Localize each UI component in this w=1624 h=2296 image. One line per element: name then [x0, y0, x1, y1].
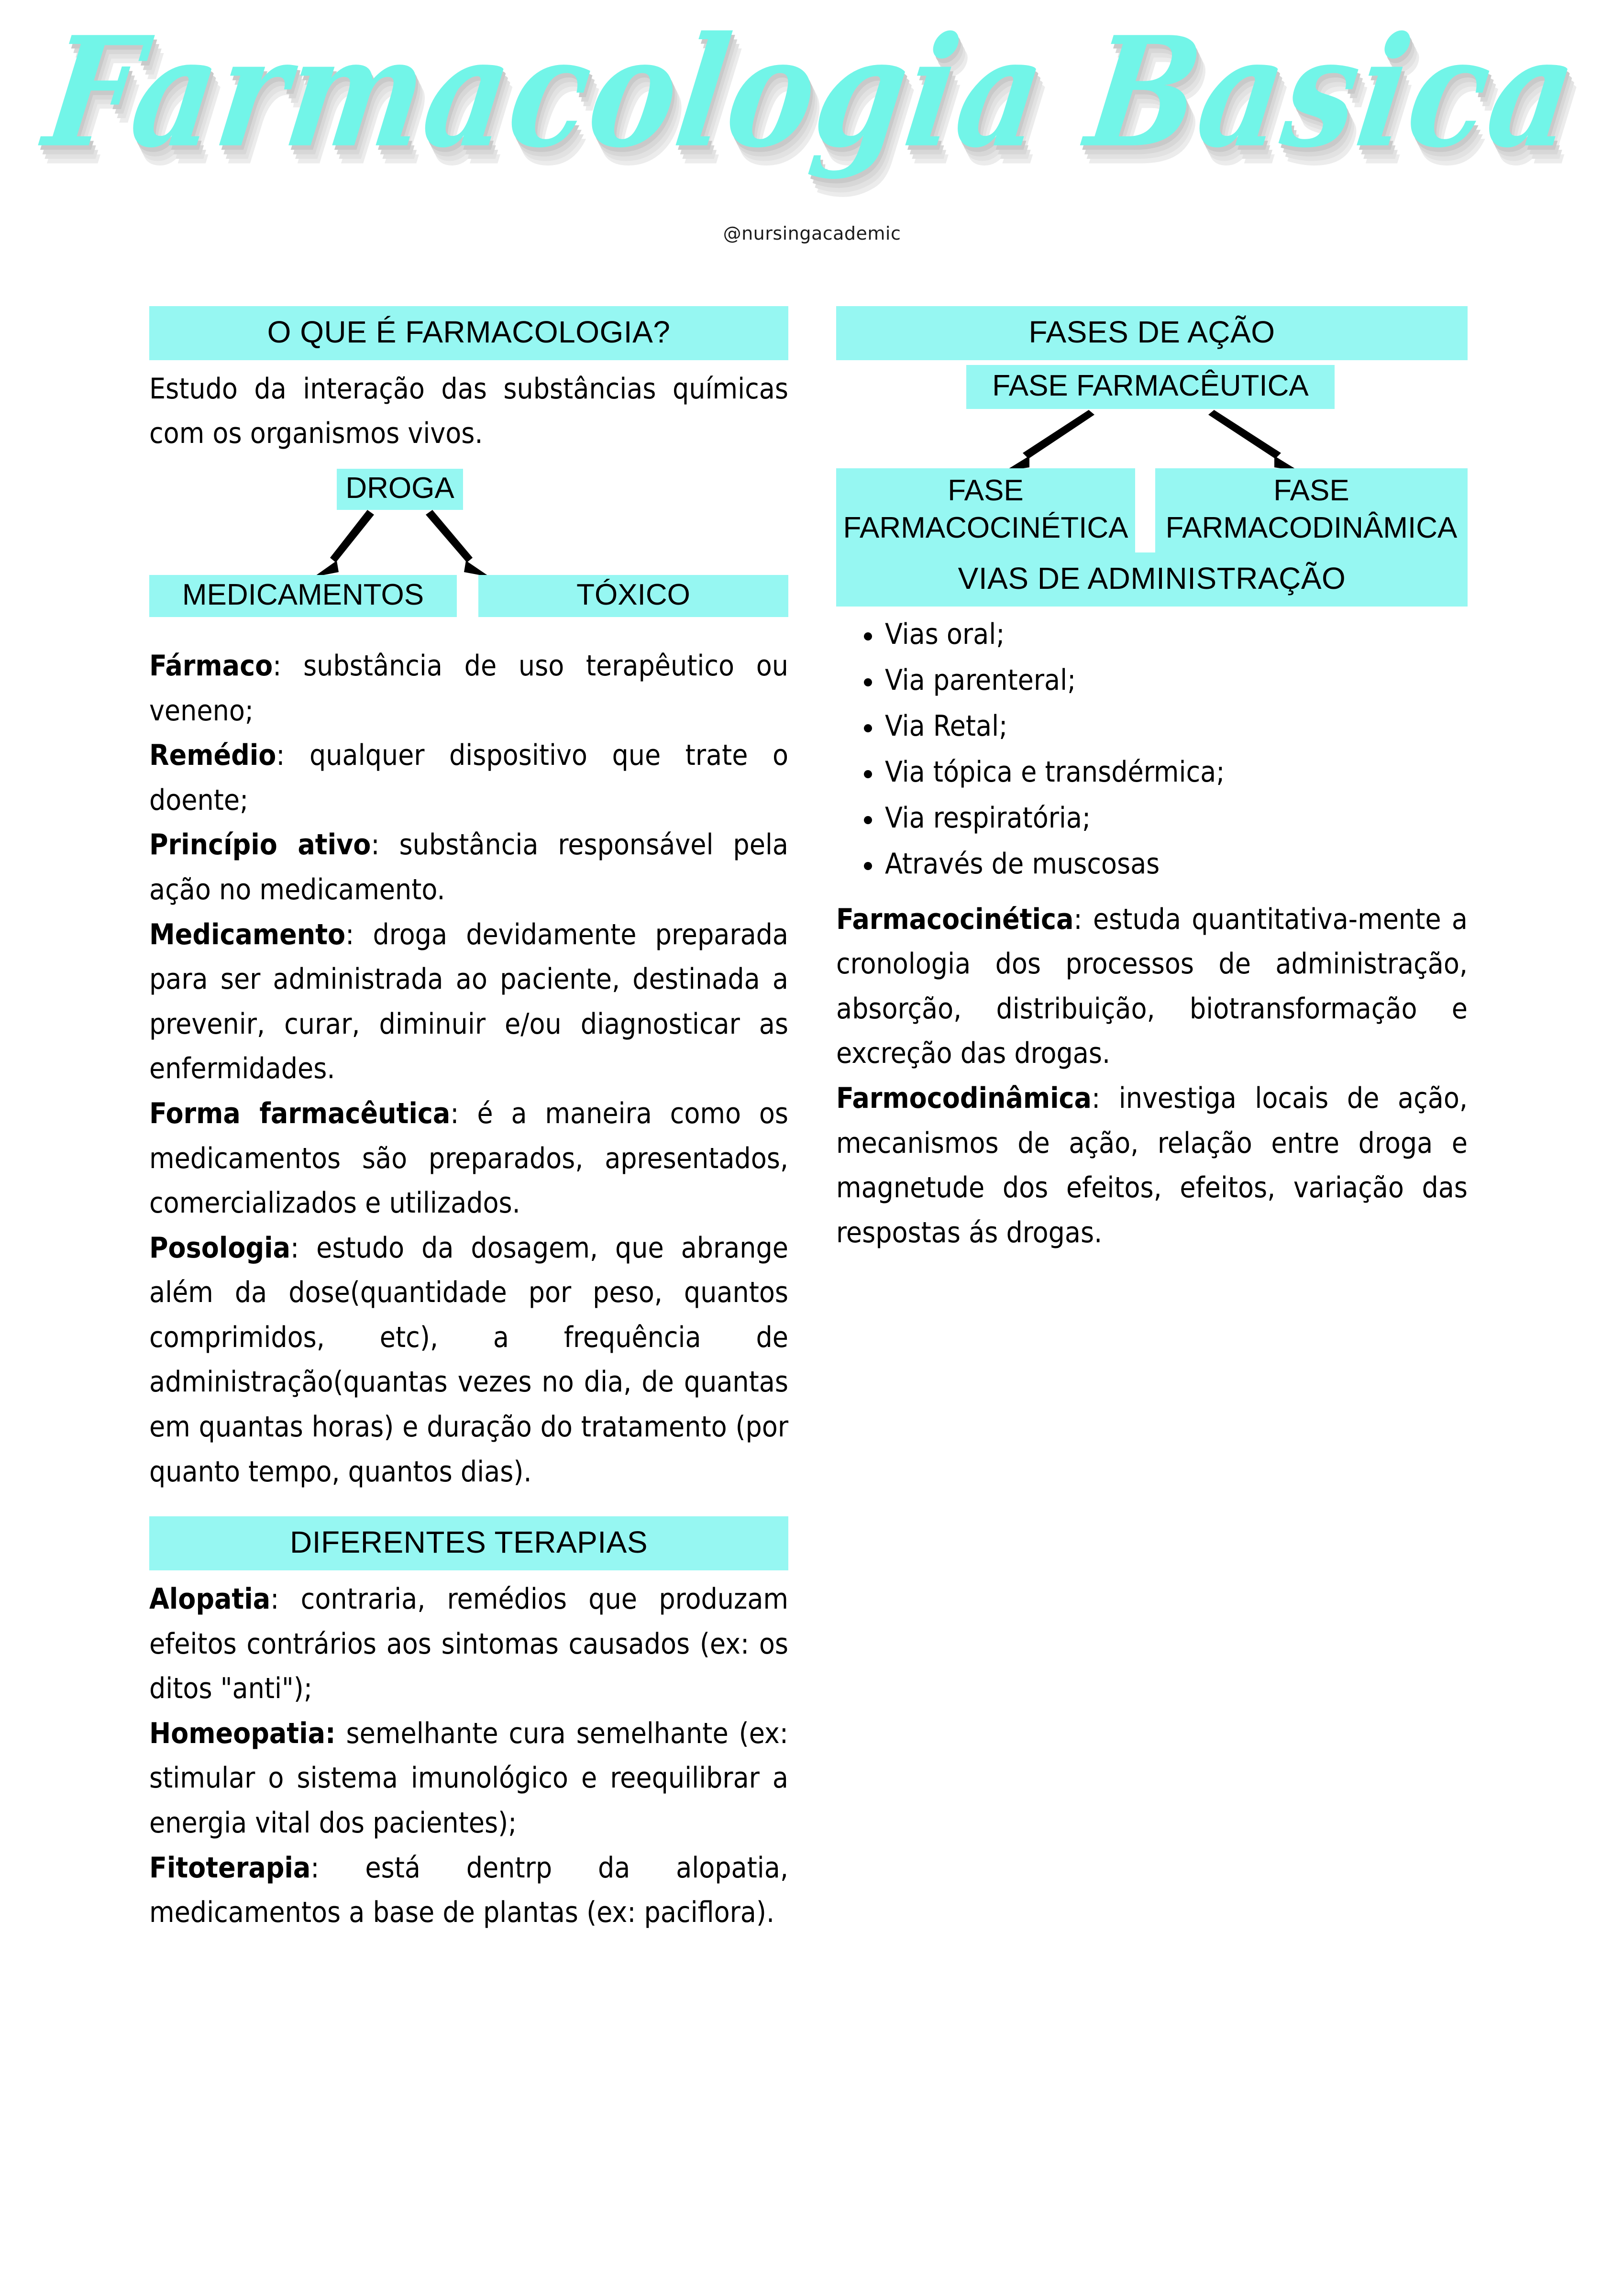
- term-fitoterapia: [149, 1846, 788, 1935]
- term-fitoterapia-definition: está dentrp da alopatia, medicamentos a base de plantas (ex: paciflora).: [149, 1851, 788, 1930]
- term-farmocodinamica-sep: :: [1091, 1081, 1119, 1115]
- term-farmacocinetica-sep: :: [1073, 902, 1093, 936]
- term-farmaco-definition: substância de uso terapêutico ou veneno;: [149, 649, 788, 728]
- heading-fases-de-acao: FASES DE AÇÃO: [836, 306, 1468, 360]
- diagram-node-fase-farmacocinetica: FASE FARMACOCINÉTICA: [836, 468, 1135, 552]
- list-item: Via respiratória;: [862, 795, 1468, 841]
- diagram-node-medicamentos: MEDICAMENTOS: [149, 575, 457, 617]
- term-farmocodinamica: [836, 1076, 1468, 1255]
- term-medicamento-definition: droga devidamente preparada para ser administrada ao paciente, destinada a prevenir, curar, diminuir e/ou diagnosticar as enfermidades.: [149, 917, 788, 1086]
- list-item: Via parenteral;: [862, 657, 1468, 703]
- term-homeopatia-definition: semelhante cura semelhante (ex: stimular o sistema imunológico e reequilibrar a energia vital dos pacientes);: [149, 1716, 788, 1840]
- term-forma-farmaceutica-definition: é a maneira como os medicamentos são preparados, apresentados, comercializados e utilizados.: [149, 1096, 788, 1220]
- term-principio-ativo-definition: substância responsável pela ação no medicamento.: [149, 828, 788, 906]
- diagram-node-fase-farmaceutica: FASE FARMACÊUTICA: [966, 365, 1335, 409]
- term-posologia-label: Posologia: [149, 1231, 290, 1265]
- page-title: [0, 3, 1624, 182]
- diagram-node-droga: DROGA: [337, 469, 463, 510]
- term-remedio-label: Remédio: [149, 739, 276, 773]
- term-farmaco: [149, 644, 788, 733]
- heading-o-que-e-farmacologia: O QUE É FARMACOLOGIA?: [149, 306, 788, 360]
- term-farmocodinamica-label: Farmocodinâmica: [836, 1081, 1092, 1115]
- term-farmaco-label: Fármaco: [149, 649, 273, 683]
- term-principio-ativo-label: Princípio ativo: [149, 828, 371, 862]
- heading-diferentes-terapias: DIFERENTES TERAPIAS: [149, 1516, 788, 1570]
- left-column: [149, 306, 788, 1935]
- term-medicamento-label: Medicamento: [149, 917, 346, 951]
- heading-vias-de-administracao: VIAS DE ADMINISTRAÇÃO: [836, 552, 1468, 607]
- term-forma-farmaceutica-label: Forma farmacêutica: [149, 1096, 451, 1130]
- right-column: [836, 306, 1468, 1255]
- farmacologia-definition: Estudo da interação das substâncias químicas com os organismos vivos.: [149, 372, 788, 451]
- term-principio-ativo-sep: :: [371, 828, 399, 862]
- term-remedio: [149, 733, 788, 823]
- term-farmacocinetica: [836, 897, 1468, 1076]
- fases-diagram: [836, 365, 1468, 552]
- term-homeopatia-label: Homeopatia:: [149, 1716, 336, 1750]
- term-principio-ativo: [149, 823, 788, 912]
- term-farmaco-sep: :: [273, 649, 304, 683]
- term-alopatia-definition: contraria, remédios que produzam efeitos contrários aos sintomas causados (ex: os ditos "anti");: [149, 1582, 788, 1706]
- list-item: Vias oral;: [862, 611, 1468, 657]
- term-farmacocinetica-label: Farmacocinética: [836, 902, 1074, 936]
- term-medicamento-sep: :: [345, 917, 373, 951]
- term-farmocodinamica-definition: investiga locais de ação, mecanismos de ação, relação entre droga e magnetude dos efeitos, efeitos, variação das respostas ás drogas.: [836, 1081, 1468, 1249]
- term-posologia: [149, 1226, 788, 1495]
- diagram-node-toxico: TÓXICO: [478, 575, 788, 617]
- term-alopatia-label: Alopatia: [149, 1582, 271, 1616]
- author-handle: @nursingacademic: [723, 223, 901, 244]
- diagram-node-fase-farmacodinamica: FASE FARMACODINÂMICA: [1155, 468, 1468, 552]
- term-remedio-definition: qualquer dispositivo que trate o doente;: [149, 739, 788, 817]
- droga-diagram: [149, 469, 788, 622]
- vias-list: [836, 611, 1468, 887]
- term-alopatia: [149, 1577, 788, 1711]
- list-item: Via tópica e transdérmica;: [862, 749, 1468, 795]
- list-item: Através de muscosas: [862, 841, 1468, 887]
- term-homeopatia-sep: [336, 1717, 346, 1750]
- term-posologia-sep: :: [290, 1231, 317, 1265]
- term-fitoterapia-label: Fitoterapia: [149, 1851, 311, 1885]
- term-fitoterapia-sep: :: [310, 1851, 365, 1885]
- list-item: Via Retal;: [862, 703, 1468, 749]
- term-posologia-definition: estudo da dosagem, que abrange além da dose(quantidade por peso, quantos comprimidos, etc), a frequência de administração(quantas vezes no dia, de quantas em quantas horas) e duração do tratamento (por quanto tempo, quantos dias).: [149, 1231, 788, 1489]
- page-title-text: Farmacologia Basica: [36, 3, 1588, 182]
- term-forma-farmaceutica-sep: :: [450, 1096, 477, 1130]
- term-farmacocinetica-definition: estuda quantitativa-mente a cronologia dos processos de administração, absorção, distribuição, biotransformação e excreção das drogas.: [836, 902, 1468, 1071]
- term-forma-farmaceutica: [149, 1092, 788, 1226]
- term-remedio-sep: :: [276, 739, 310, 773]
- term-homeopatia: [149, 1711, 788, 1846]
- term-medicamento: [149, 913, 788, 1092]
- term-alopatia-sep: :: [270, 1582, 301, 1616]
